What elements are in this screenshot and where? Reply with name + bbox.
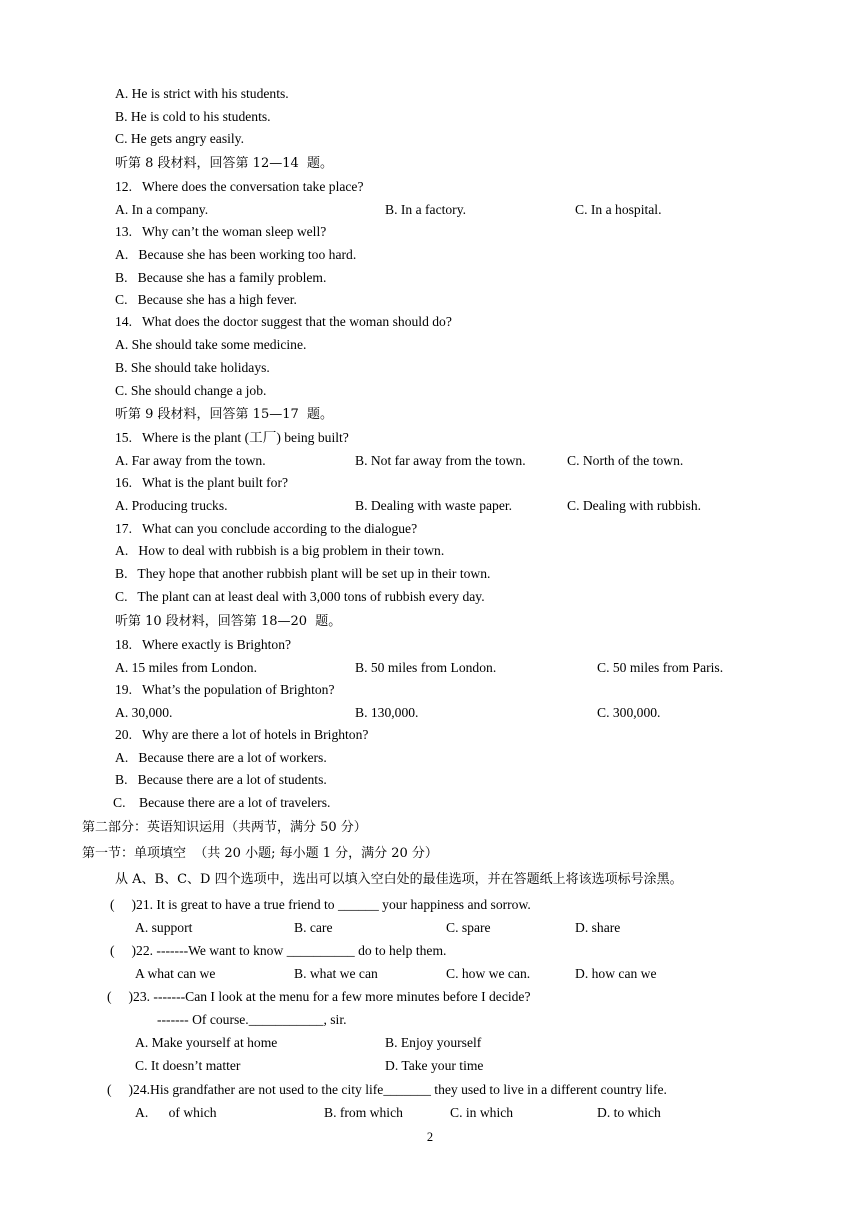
q16-option-a: A. Producing trucks. bbox=[115, 498, 228, 513]
q16-option-b: B. Dealing with waste paper. bbox=[355, 498, 513, 513]
q23-option-c: C. It doesn’t matter bbox=[135, 1058, 241, 1073]
q20-option-b: B. Because there are a lot of students. bbox=[115, 772, 327, 787]
q18-option-a: A. 15 miles from London. bbox=[115, 660, 257, 675]
q20-option-a: A. Because there are a lot of workers. bbox=[115, 750, 327, 765]
q21-option-a: A. support bbox=[135, 920, 193, 935]
q16-option-c: C. Dealing with rubbish. bbox=[567, 498, 702, 513]
page-number: 2 bbox=[426, 1130, 434, 1144]
section-8-header: 听第 8 段材料，回答第 12—14 题。 bbox=[115, 156, 334, 171]
q12-option-b: B. In a factory. bbox=[385, 202, 467, 217]
q21-option-b: B. care bbox=[294, 920, 333, 935]
q24-option-b: B. from which bbox=[324, 1105, 403, 1120]
q19-stem: 19. What’s the population of Brighton? bbox=[115, 682, 335, 697]
q23-stem: ( )23. -------Can I look at the menu for a few more minutes before I decide? bbox=[107, 989, 531, 1004]
q22-option-c: C. how we can. bbox=[446, 966, 531, 981]
q22-option-d: D. how can we bbox=[575, 966, 657, 981]
q24-stem: ( )24.His grandfather are not used to the city life_______ they used to live in a different country life. bbox=[107, 1082, 667, 1097]
q23-option-b: B. Enjoy yourself bbox=[385, 1035, 482, 1050]
q18-stem: 18. Where exactly is Brighton? bbox=[115, 637, 292, 652]
q14-option-c: C. She should change a job. bbox=[115, 383, 267, 398]
part2-title: 第二部分：英语知识运用（共两节，满分 50 分） bbox=[82, 820, 367, 835]
q18-option-b: B. 50 miles from London. bbox=[355, 660, 497, 675]
q17-option-a: A. How to deal with rubbish is a big problem in their town. bbox=[115, 543, 445, 558]
q21-option-d: D. share bbox=[575, 920, 621, 935]
q23-option-d: D. Take your time bbox=[385, 1058, 484, 1073]
q22-stem: ( )22. -------We want to know __________ do to help them. bbox=[110, 943, 447, 958]
q21-option-c: C. spare bbox=[446, 920, 491, 935]
q23-reply: ------- Of course.___________, sir. bbox=[157, 1012, 347, 1027]
q12-option-c: C. In a hospital. bbox=[575, 202, 662, 217]
q17-stem: 17. What can you conclude according to the dialogue? bbox=[115, 521, 418, 536]
section1-title: 第一节：单项填空 （共 20 小题; 每小题 1 分，满分 20 分） bbox=[82, 846, 438, 861]
q19-option-a: A. 30,000. bbox=[115, 705, 173, 720]
q24-option-a: A. of which bbox=[135, 1105, 217, 1120]
q13-option-c: C. Because she has a high fever. bbox=[115, 292, 297, 307]
q11-option-b: B. He is cold to his students. bbox=[115, 109, 271, 124]
q23-option-a: A. Make yourself at home bbox=[135, 1035, 278, 1050]
q14-stem: 14. What does the doctor suggest that the woman should do? bbox=[115, 314, 452, 329]
section-9-header: 听第 9 段材料，回答第 15—17 题。 bbox=[115, 407, 334, 422]
q13-option-a: A. Because she has been working too hard. bbox=[115, 247, 357, 262]
q17-option-b: B. They hope that another rubbish plant will be set up in their town. bbox=[115, 566, 491, 581]
q11-option-c: C. He gets angry easily. bbox=[115, 131, 244, 146]
q22-option-b: B. what we can bbox=[294, 966, 378, 981]
q24-option-d: D. to which bbox=[597, 1105, 661, 1120]
q13-option-b: B. Because she has a family problem. bbox=[115, 270, 327, 285]
q24-option-c: C. in which bbox=[450, 1105, 514, 1120]
instruction: 从 A、B、C、D 四个选项中，选出可以填入空白处的最佳选项，并在答题纸上将该选项标号涂黑。 bbox=[115, 872, 683, 887]
q21-stem: ( )21. It is great to have a true friend to ______ your happiness and sorrow. bbox=[110, 897, 531, 912]
q15-option-a: A. Far away from the town. bbox=[115, 453, 266, 468]
q14-option-a: A. She should take some medicine. bbox=[115, 337, 307, 352]
q11-option-a: A. He is strict with his students. bbox=[115, 86, 289, 101]
q14-option-b: B. She should take holidays. bbox=[115, 360, 270, 375]
q13-stem: 13. Why can’t the woman sleep well? bbox=[115, 224, 327, 239]
q12-option-a: A. In a company. bbox=[115, 202, 209, 217]
q16-stem: 16. What is the plant built for? bbox=[115, 475, 289, 490]
q19-option-b: B. 130,000. bbox=[355, 705, 419, 720]
q15-option-b: B. Not far away from the town. bbox=[355, 453, 526, 468]
q15-option-c: C. North of the town. bbox=[567, 453, 684, 468]
q12-stem: 12. Where does the conversation take place? bbox=[115, 179, 364, 194]
q18-option-c: C. 50 miles from Paris. bbox=[597, 660, 724, 675]
section-10-header: 听第 10 段材料，回答第 18—20 题。 bbox=[115, 614, 342, 629]
q17-option-c: C. The plant can at least deal with 3,000 tons of rubbish every day. bbox=[115, 589, 485, 604]
q15-stem: 15. Where is the plant (工厂) being built? bbox=[115, 430, 349, 445]
q22-option-a: A what can we bbox=[135, 966, 216, 981]
q20-stem: 20. Why are there a lot of hotels in Brighton? bbox=[115, 727, 369, 742]
q20-option-c: C. Because there are a lot of travelers. bbox=[113, 795, 331, 810]
q19-option-c: C. 300,000. bbox=[597, 705, 661, 720]
